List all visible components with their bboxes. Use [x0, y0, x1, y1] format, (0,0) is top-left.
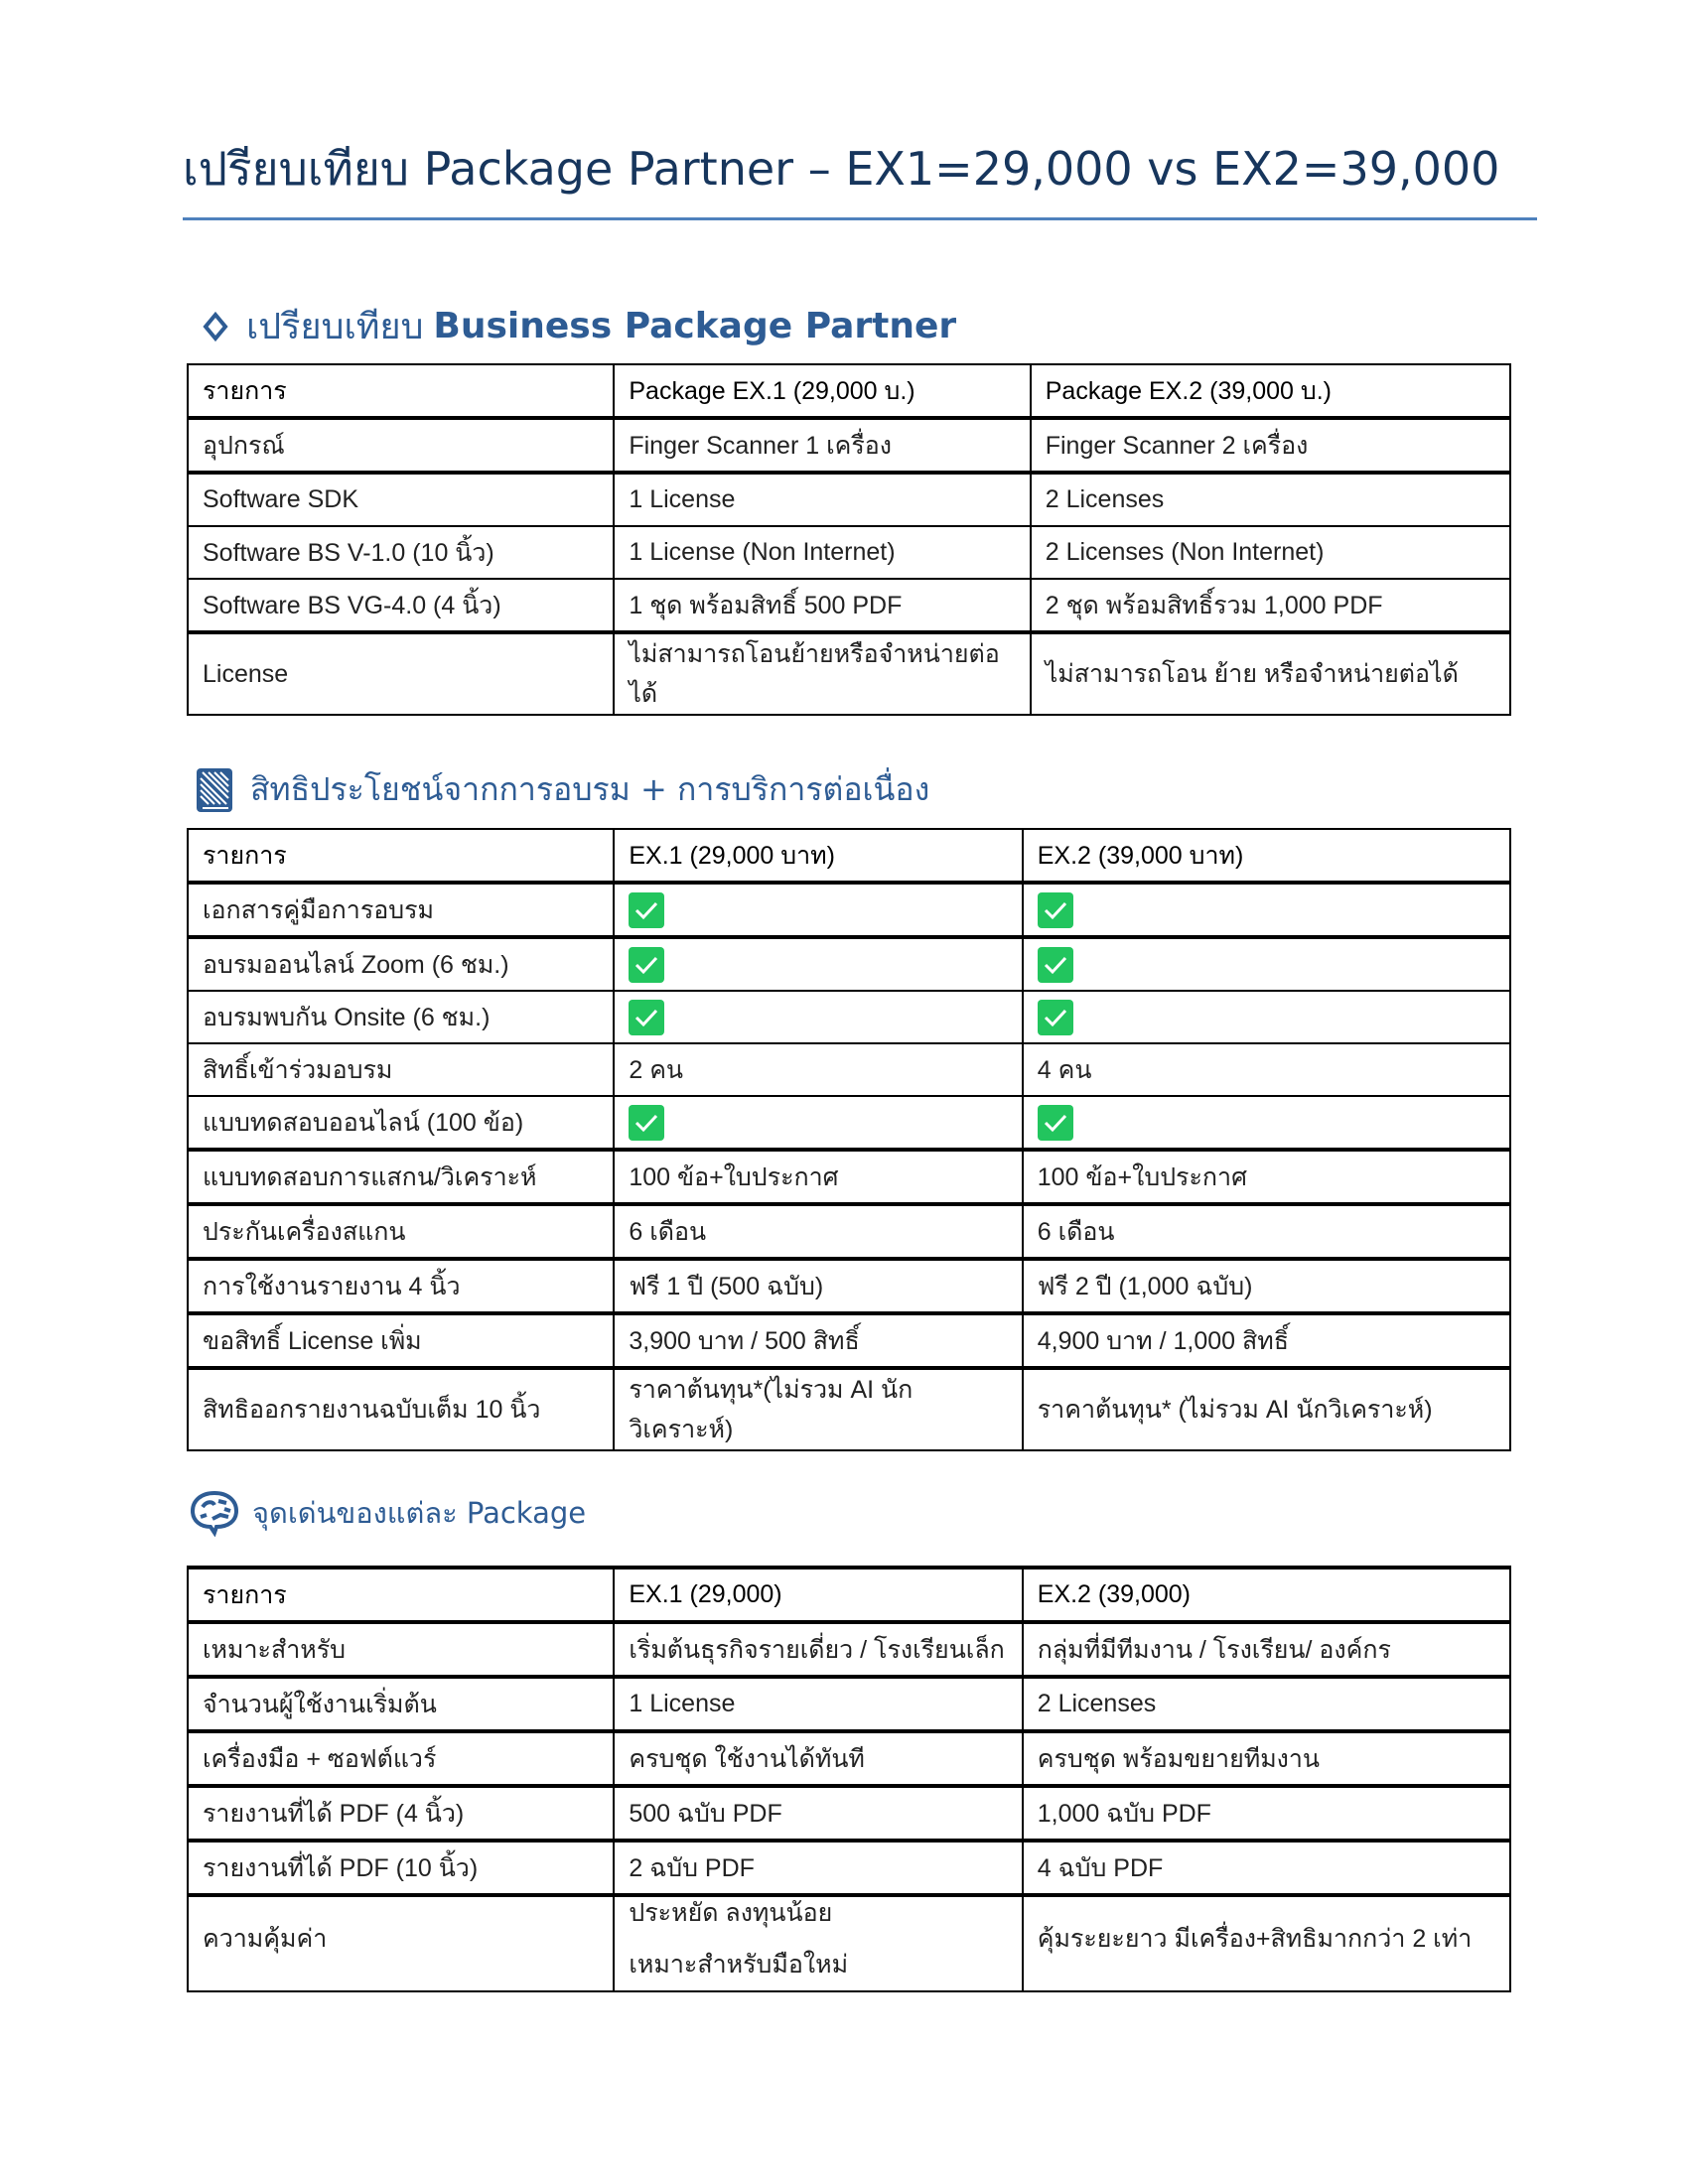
ex2-value: ไม่สามารถโอน ย้าย หรือจำหน่ายต่อได้: [1031, 632, 1510, 715]
ex2-value: 4,900 บาท / 1,000 สิทธิ์: [1023, 1313, 1510, 1368]
ex2-value: [1023, 991, 1510, 1043]
ex1-value: 1 ชุด พร้อมสิทธิ์ 500 PDF: [614, 579, 1030, 632]
ex1-value: 6 เดือน: [614, 1204, 1022, 1259]
ex2-value: 2 Licenses: [1023, 1677, 1510, 1731]
ex2-value: กลุ่มที่มีทีมงาน / โรงเรียน/ องค์กร: [1023, 1622, 1510, 1677]
table-row: [188, 1204, 1510, 1259]
business-package-table: [187, 363, 1511, 716]
header-ex1: Package EX.1 (29,000 บ.): [614, 364, 1030, 418]
ex2-value: 2 ชุด พร้อมสิทธิ์รวม 1,000 PDF: [1031, 579, 1510, 632]
row-label: สิทธิ์เข้าร่วมอบรม: [188, 1043, 614, 1096]
header-item: รายการ: [188, 829, 614, 883]
ex1-value-line: ประหยัด ลงทุนน้อย: [629, 1899, 833, 1927]
checkmark-icon: [1038, 892, 1073, 928]
row-label: อบรมพบกัน Onsite (6 ชม.): [188, 991, 614, 1043]
title-divider: [183, 217, 1537, 220]
row-label: การใช้งานรายงาน 4 นิ้ว: [188, 1259, 614, 1313]
ex1-value: 2 คน: [614, 1043, 1022, 1096]
table-row: [188, 1043, 1510, 1096]
table-row: [188, 1786, 1510, 1841]
ex2-value: ฟรี 2 ปี (1,000 ฉบับ): [1023, 1259, 1510, 1313]
ex2-value: [1023, 1895, 1510, 1991]
table-row: [188, 1731, 1510, 1786]
ex2-value: 2 Licenses: [1031, 473, 1510, 526]
checkmark-icon: [1038, 947, 1073, 983]
ex2-value: Finger Scanner 2 เครื่อง: [1031, 418, 1510, 473]
ex1-value: 1 License: [614, 1677, 1022, 1731]
table-row: [188, 1368, 1510, 1450]
row-label: เครื่องมือ + ซอฟต์แวร์: [188, 1731, 614, 1786]
ex2-value: 100 ข้อ+ใบประกาศ: [1023, 1150, 1510, 1204]
header-ex2: EX.2 (39,000 บาท): [1023, 829, 1510, 883]
ex1-value: [614, 1895, 1022, 1991]
table-row: [188, 632, 1510, 715]
checkmark-icon: [629, 1105, 664, 1141]
ex1-value: 1 License (Non Internet): [614, 526, 1030, 579]
training-benefits-table: [187, 828, 1511, 1451]
checkmark-icon: [1038, 1000, 1073, 1035]
row-label: สิทธิออกรายงานฉบับเต็ม 10 นิ้ว: [188, 1368, 614, 1450]
ex2-value: 4 ฉบับ PDF: [1023, 1841, 1510, 1895]
section-heading-training-benefits: [197, 764, 929, 815]
header-item: รายการ: [188, 1568, 614, 1622]
section-heading-th: เปรียบเทียบ: [246, 307, 424, 347]
header-ex1: EX.1 (29,000 บาท): [614, 829, 1022, 883]
ex1-value: เริ่มต้นธุรกิจรายเดี่ยว / โรงเรียนเล็ก: [614, 1622, 1022, 1677]
section-heading-highlights: [189, 1489, 586, 1537]
ex1-value: ไม่สามารถโอนย้ายหรือจำหน่ายต่อได้: [614, 632, 1030, 715]
ex1-value: [614, 883, 1022, 937]
checkmark-icon: [1038, 1105, 1073, 1141]
row-label: แบบทดสอบการแสกน/วิเคราะห์: [188, 1150, 614, 1204]
table-row: [188, 1150, 1510, 1204]
ex1-value: Finger Scanner 1 เครื่อง: [614, 418, 1030, 473]
ex2-value: ครบชุด พร้อมขยายทีมงาน: [1023, 1731, 1510, 1786]
table-row: [188, 1313, 1510, 1368]
ex1-value: 2 ฉบับ PDF: [614, 1841, 1022, 1895]
table-header-row: [188, 829, 1510, 883]
table-row: [188, 1096, 1510, 1150]
page-title: เปรียบเทียบ Package Partner – EX1=29,000 vs EX2=39,000: [183, 142, 1500, 196]
row-label: Software SDK: [188, 473, 614, 526]
row-label-text: ความคุ้มค่า: [203, 1925, 328, 1953]
section-heading-text: สิทธิประโยชน์จากการอบรม + การบริการต่อเนื่อง: [250, 770, 930, 808]
ex2-value: [1023, 1096, 1510, 1150]
book-icon: [197, 768, 232, 812]
ex2-value: [1023, 883, 1510, 937]
row-label: License: [188, 632, 614, 715]
ex2-value: 6 เดือน: [1023, 1204, 1510, 1259]
table-row-value: [188, 1895, 1510, 1991]
row-label: รายงานที่ได้ PDF (4 นิ้ว): [188, 1786, 614, 1841]
table-row: [188, 991, 1510, 1043]
checkmark-icon: [629, 947, 664, 983]
checkmark-icon: [629, 892, 664, 928]
ex2-value: [1023, 937, 1510, 991]
brain-icon: [189, 1489, 240, 1537]
ex1-value: [614, 937, 1022, 991]
ex2-value: 4 คน: [1023, 1043, 1510, 1096]
ex1-value: ราคาต้นทุน*(ไม่รวม AI นักวิเคราะห์): [614, 1368, 1022, 1450]
row-label: ประกันเครื่องสแกน: [188, 1204, 614, 1259]
row-label: เหมาะสำหรับ: [188, 1622, 614, 1677]
ex2-value: ราคาต้นทุน* (ไม่รวม AI นักวิเคราะห์): [1023, 1368, 1510, 1450]
table-row: [188, 1622, 1510, 1677]
row-label: จำนวนผู้ใช้งานเริ่มต้น: [188, 1677, 614, 1731]
header-ex2: EX.2 (39,000): [1023, 1568, 1510, 1622]
ex1-value: 1 License: [614, 473, 1030, 526]
package-highlights-table: [187, 1566, 1511, 1992]
row-label: Software BS V-1.0 (10 นิ้ว): [188, 526, 614, 579]
table-row: [188, 937, 1510, 991]
section-heading-business-package: [203, 298, 956, 354]
table-row: [188, 418, 1510, 473]
diamond-outline-icon: [203, 312, 228, 341]
section-heading-en: Business Package Partner: [433, 306, 957, 346]
table-row: [188, 473, 1510, 526]
row-label: ขอสิทธิ์ License เพิ่ม: [188, 1313, 614, 1368]
table-header-row: [188, 1568, 1510, 1622]
row-label: อบรมออนไลน์ Zoom (6 ชม.): [188, 937, 614, 991]
header-ex1: EX.1 (29,000): [614, 1568, 1022, 1622]
ex1-value: ครบชุด ใช้งานได้ทันที: [614, 1731, 1022, 1786]
row-label: รายงานที่ได้ PDF (10 นิ้ว): [188, 1841, 614, 1895]
ex1-value: 3,900 บาท / 500 สิทธิ์: [614, 1313, 1022, 1368]
row-label: [188, 1895, 614, 1991]
ex2-value: 1,000 ฉบับ PDF: [1023, 1786, 1510, 1841]
table-header-row: [188, 364, 1510, 418]
section-heading-text: จุดเด่นของแต่ละ Package: [252, 1496, 587, 1530]
table-row: [188, 1259, 1510, 1313]
ex1-value: 100 ข้อ+ใบประกาศ: [614, 1150, 1022, 1204]
row-label: Software BS VG-4.0 (4 นิ้ว): [188, 579, 614, 632]
ex2-value-line: คุ้มระยะยาว มีเครื่อง+สิทธิมากกว่า 2 เท่า: [1037, 1925, 1473, 1953]
header-item: รายการ: [188, 364, 614, 418]
table-row: [188, 1677, 1510, 1731]
ex1-value: [614, 991, 1022, 1043]
row-label: อุปกรณ์: [188, 418, 614, 473]
ex2-value: 2 Licenses (Non Internet): [1031, 526, 1510, 579]
table-row: [188, 579, 1510, 632]
checkmark-icon: [629, 1000, 664, 1035]
ex1-value: [614, 1096, 1022, 1150]
row-label: เอกสารคู่มือการอบรม: [188, 883, 614, 937]
table-row: [188, 526, 1510, 579]
ex1-value: 500 ฉบับ PDF: [614, 1786, 1022, 1841]
table-row: [188, 883, 1510, 937]
ex1-value-line: เหมาะสำหรับมือใหม่: [629, 1951, 849, 1979]
row-label: แบบทดสอบออนไลน์ (100 ข้อ): [188, 1096, 614, 1150]
ex1-value: ฟรี 1 ปี (500 ฉบับ): [614, 1259, 1022, 1313]
header-ex2: Package EX.2 (39,000 บ.): [1031, 364, 1510, 418]
